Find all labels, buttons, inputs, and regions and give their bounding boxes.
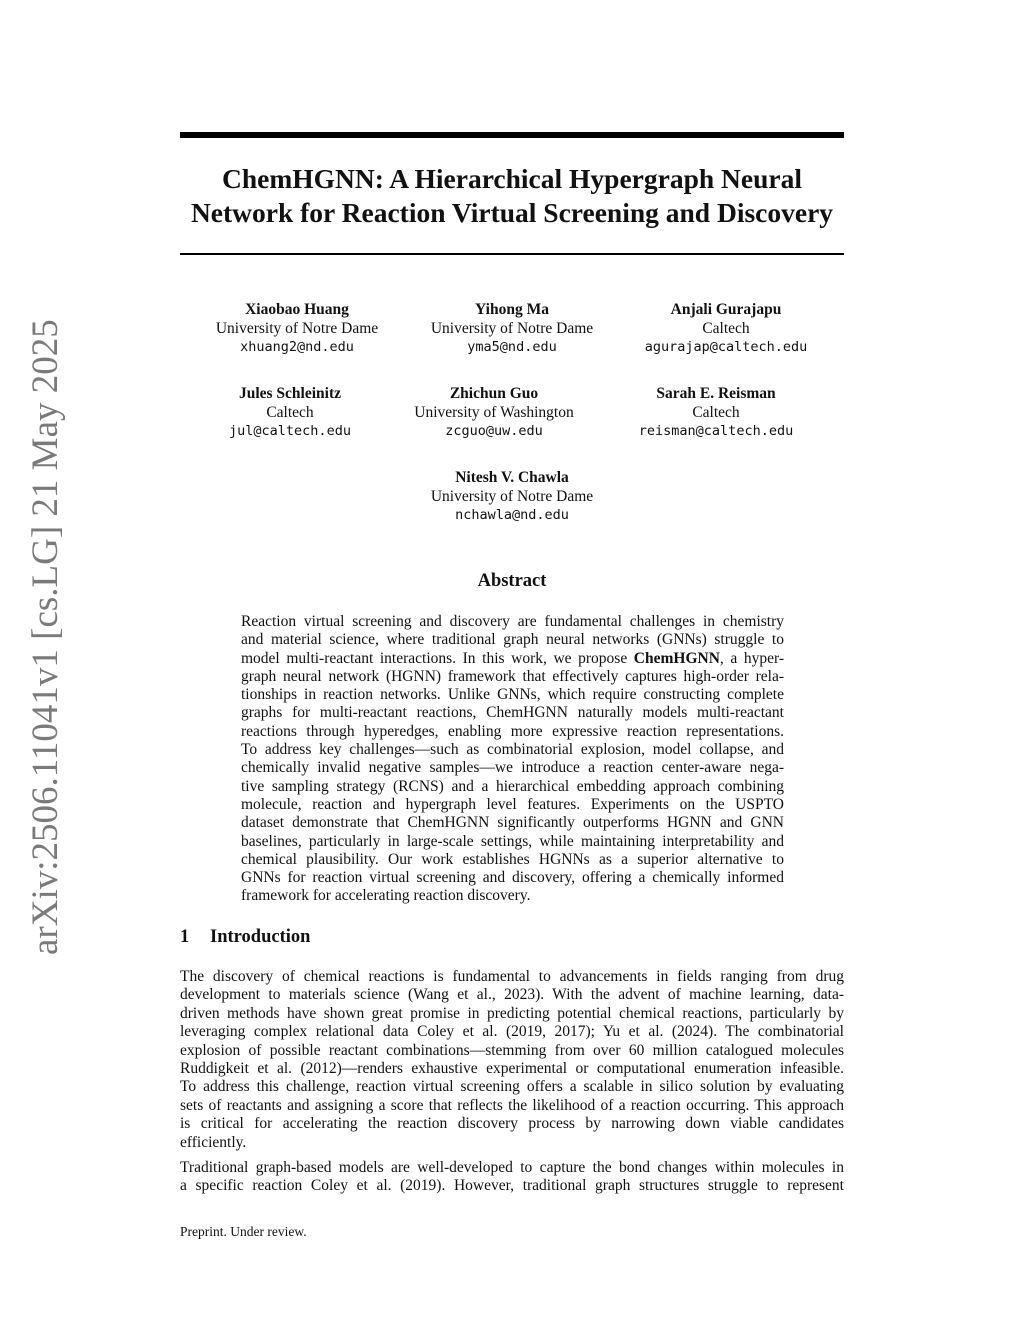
title-line-2: Network for Reaction Virtual Screening and Discovery — [190, 197, 834, 228]
author-affiliation: University of Washington — [414, 404, 574, 421]
author-block — [392, 468, 632, 525]
author-email[interactable]: yma5@nd.edu — [467, 339, 557, 355]
author-email[interactable]: jul@caltech.edu — [229, 423, 351, 439]
author-email[interactable]: nchawla@nd.edu — [455, 507, 569, 523]
author-affiliation: University of Notre Dame — [430, 320, 594, 337]
author-email[interactable]: agurajap@caltech.edu — [644, 339, 808, 355]
introduction-paragraph-2 — [180, 1159, 844, 1196]
abstract-heading: Abstract — [477, 571, 547, 591]
title-line-1: ChemHGNN: A Hierarchical Hypergraph Neural — [222, 163, 802, 194]
section-heading-introduction — [180, 927, 310, 948]
paragraph-line: sets of reactants and assigning a score that reflects the likelihood of a reaction occurring. This approach — [180, 1096, 844, 1114]
abstract-line: and material science, where traditional graph neural networks (GNNs) struggle to — [241, 631, 784, 649]
paragraph-line: development to materials science (Wang et al., 2023). With the advent of machine learning, data- — [180, 986, 844, 1004]
author-name: Xiaobao Huang — [245, 301, 349, 318]
author-affiliation: University of Notre Dame — [430, 488, 594, 505]
author-name: Nitesh V. Chawla — [455, 469, 569, 486]
paragraph-line: efficiently. — [180, 1133, 247, 1151]
author-name: Jules Schleinitz — [238, 385, 342, 402]
abstract-line: dataset demonstrate that ChemHGNN significantly outperforms HGNN and GNN — [241, 814, 784, 832]
preprint-footer: Preprint. Under review. — [180, 1224, 307, 1239]
paragraph-line: explosion of possible reactant combinations—stemming from over 60 million catalogued molecules — [180, 1041, 844, 1059]
title-bottom-rule — [180, 253, 844, 255]
section-number: 1 — [180, 927, 190, 947]
author-block — [374, 384, 614, 441]
author-name: Sarah E. Reisman — [656, 385, 776, 402]
abstract-line: baselines, particularly in large-scale settings, while maintaining interpretability and — [241, 832, 784, 850]
paragraph-line: a specific reaction Coley et al. (2019). However, traditional graph structures struggle to represent — [180, 1177, 844, 1195]
author-affiliation: University of Notre Dame — [215, 320, 379, 337]
paragraph-line: driven methods have shown great promise in predicting potential chemical reactions, particularly by — [180, 1004, 844, 1022]
abstract-line: reactions through hyperedges, enabling more expressive reaction representations. — [241, 722, 784, 740]
author-affiliation: Caltech — [692, 404, 740, 421]
author-affiliation: Caltech — [702, 320, 750, 337]
abstract-line: chemical plausibility. Our work establishes HGNNs as a superior alternative to — [241, 850, 784, 868]
author-block — [177, 300, 417, 357]
paragraph-line: To address this challenge, reaction virtual screening offers a scalable in silico solution by evaluating — [180, 1078, 844, 1096]
abstract-text: model multi-reactant interactions. In this work, we propose — [241, 649, 634, 667]
author-email[interactable]: xhuang2@nd.edu — [240, 339, 354, 355]
abstract-body — [241, 613, 784, 906]
author-email[interactable]: reisman@caltech.edu — [638, 423, 794, 439]
paragraph-line: Traditional graph-based models are well-developed to capture the bond changes within molecules in — [180, 1159, 844, 1176]
abstract-line: molecule, reaction and hypergraph level features. Experiments on the USPTO — [241, 795, 784, 813]
title-top-rule — [180, 132, 844, 138]
abstract-line: GNNs for reaction virtual screening and discovery, offering a chemically informed — [241, 869, 784, 887]
paragraph-line: Ruddigkeit et al. (2012)—renders exhaustive experimental or computational enumeration infeasible. — [180, 1060, 844, 1078]
author-name: Yihong Ma — [475, 301, 549, 318]
model-name-emphasis: ChemHGNN — [633, 649, 720, 667]
author-email[interactable]: zcguo@uw.edu — [445, 423, 543, 439]
paragraph-line: The discovery of chemical reactions is fundamental to advancements in fields ranging from drug — [180, 968, 844, 985]
author-name: Zhichun Guo — [449, 385, 539, 402]
author-block — [596, 384, 836, 441]
abstract-line — [241, 650, 784, 668]
abstract-text: , a hyper- — [719, 649, 784, 667]
abstract-line: Reaction virtual screening and discovery are fundamental challenges in chemistry — [241, 613, 784, 630]
arxiv-identifier-stamp: arXiv:2506.11041v1 [cs.LG] 21 May 2025 — [25, 319, 66, 955]
paragraph-line: is critical for accelerating the reaction discovery process by narrowing down viable candidates — [180, 1115, 844, 1133]
abstract-line: graphs for multi-reactant reactions, ChemHGNN naturally models multi-reactant — [241, 704, 784, 722]
abstract-line: tive sampling strategy (RCNS) and a hierarchical embedding approach combining — [241, 777, 784, 795]
paper-title — [180, 162, 844, 230]
author-block — [392, 300, 632, 357]
abstract-line: framework for accelerating reaction discovery. — [241, 887, 531, 905]
paragraph-line: leveraging complex relational data Coley et al. (2019, 2017); Yu et al. (2024). The combinatorial — [180, 1023, 844, 1041]
abstract-line: graph neural network (HGNN) framework that effectively captures high-order rela- — [241, 667, 784, 685]
author-name: Anjali Gurajapu — [670, 301, 782, 318]
abstract-line: chemically invalid negative samples—we introduce a reaction center-aware nega- — [241, 759, 784, 777]
abstract-line: tionships in reaction networks. Unlike GNNs, which require constructing complete — [241, 686, 784, 704]
author-block — [606, 300, 846, 357]
abstract-line: To address key challenges—such as combinatorial explosion, model collapse, and — [241, 741, 784, 759]
section-title: Introduction — [210, 927, 311, 947]
author-affiliation: Caltech — [266, 404, 314, 421]
introduction-paragraph-1 — [180, 968, 844, 1152]
